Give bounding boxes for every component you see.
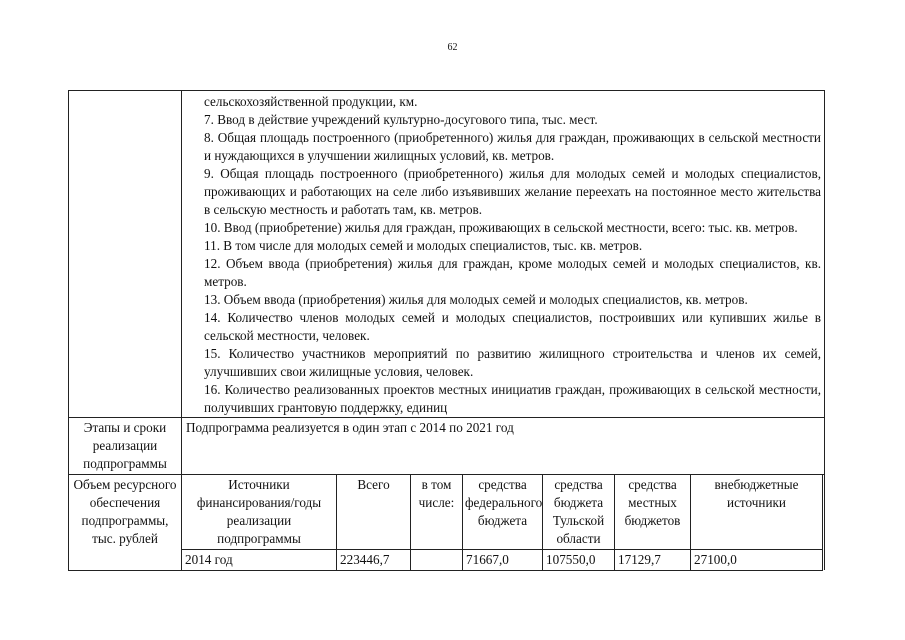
extra-header: внебюджетные источники	[691, 475, 823, 550]
federal-cell: 71667,0	[463, 550, 543, 571]
including-cell	[411, 550, 463, 571]
local-header: средства местных бюджетов	[615, 475, 691, 550]
including-header: в том числе:	[411, 475, 463, 550]
indicator-item: 16. Количество реализованных проектов местных инициатив граждан, проживающих в сельской местности, получивших грантовую поддержку, единиц	[204, 382, 821, 415]
resources-cell	[182, 475, 825, 571]
indicator-item: 8. Общая площадь построенного (приобретенного) жилья для граждан, проживающих в сельской местности и нуждающихся в улучшении жилищных условий, кв. метров.	[204, 130, 821, 163]
indicator-item: 13. Объем ввода (приобретения) жилья для молодых семей и молодых специалистов, кв. метров.	[204, 292, 748, 307]
stages-row	[69, 418, 825, 475]
stages-text: Подпрограмма реализуется в один этап с 2014 по 2021 год	[182, 418, 825, 475]
indicator-item: 7. Ввод в действие учреждений культурно-досугового типа, тыс. мест.	[204, 112, 598, 127]
resources-row	[69, 475, 825, 571]
indicator-item: сельскохозяйственной продукции, км.	[204, 94, 418, 109]
indicator-item: 10. Ввод (приобретение) жилья для граждан, проживающих в сельской местности, всего: тыс. кв. метров.	[204, 220, 798, 235]
sources-header: Источники финансирования/годы реализации подпрограммы	[182, 475, 337, 550]
regional-header: средства бюджета Тульской области	[543, 475, 615, 550]
indicator-item: 14. Количество членов молодых семей и молодых специалистов, построивших или купивших жилье в сельской местности, человек.	[204, 310, 821, 343]
resources-label: Объем ресурсного обеспечения подпрограммы, тыс. рублей	[69, 475, 182, 571]
indicator-item: 11. В том числе для молодых семей и молодых специалистов, тыс. кв. метров.	[204, 238, 643, 253]
page-number: 62	[447, 42, 458, 53]
indicators-label-cell	[69, 91, 182, 418]
indicator-item: 9. Общая площадь построенного (приобретенного) жилья для молодых семей и молодых специалистов, проживающих и работающих на селе либо изъявивших желание переехать на постоянное место жительства в сельскую местность и работать там, кв. метров.	[204, 166, 821, 217]
resources-header-row	[182, 475, 823, 550]
indicator-item: 15. Количество участников мероприятий по развитию жилищного строительства и членов их семей, улучшивших свои жилищные условия, человек.	[204, 346, 821, 379]
total-header: Всего	[337, 475, 411, 550]
year-cell: 2014 год	[182, 550, 337, 571]
resources-table	[181, 474, 823, 571]
total-cell: 223446,7	[337, 550, 411, 571]
regional-cell: 107550,0	[543, 550, 615, 571]
indicator-item: 12. Объем ввода (приобретения) жилья для граждан, кроме молодых семей и молодых специалистов, кв. метров.	[204, 256, 821, 289]
stages-label: Этапы и сроки реализации подпрограммы	[69, 418, 182, 475]
federal-header: средства федерального бюджета	[463, 475, 543, 550]
passport-table	[68, 90, 825, 571]
extra-cell: 27100,0	[691, 550, 823, 571]
indicators-cell	[182, 91, 825, 418]
indicators-row	[69, 91, 825, 418]
resources-data-row	[182, 550, 823, 571]
local-cell: 17129,7	[615, 550, 691, 571]
